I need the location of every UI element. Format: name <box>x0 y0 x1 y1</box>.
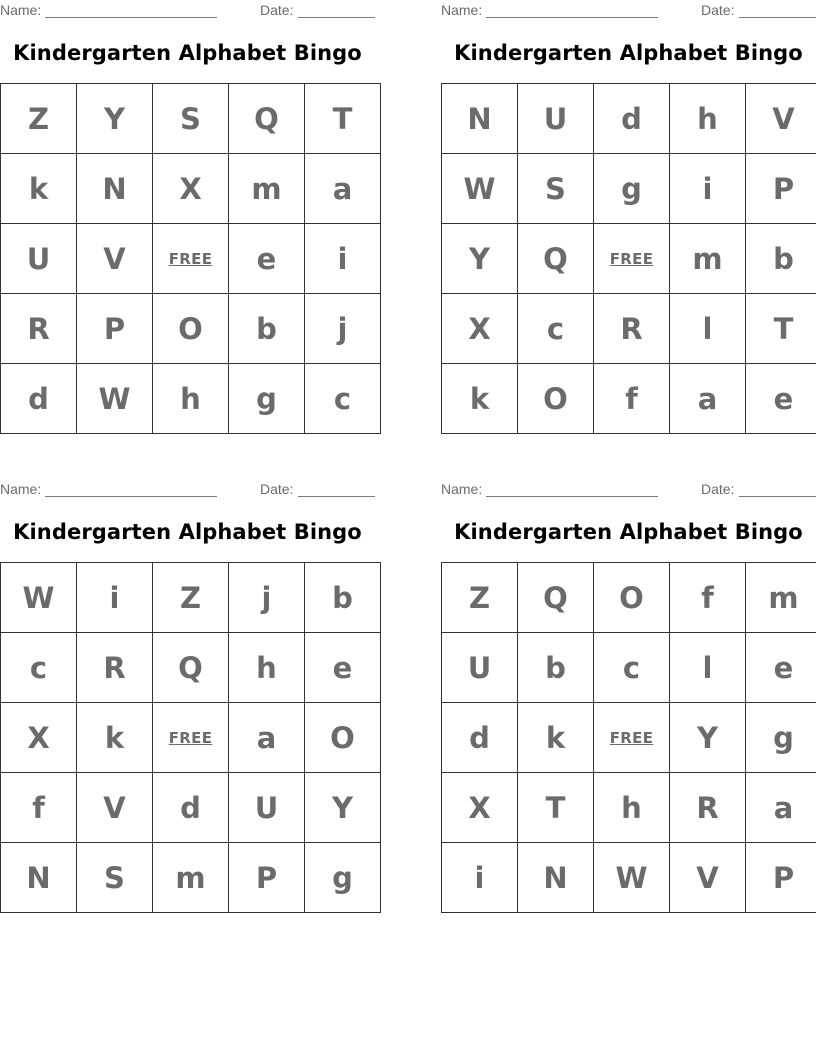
letter-cell[interactable]: R <box>77 633 153 703</box>
letter-cell[interactable]: X <box>153 154 229 224</box>
letter-cell[interactable]: d <box>1 364 77 434</box>
letter-cell[interactable]: c <box>1 633 77 703</box>
letter-cell[interactable]: h <box>229 633 305 703</box>
letter-cell[interactable]: Y <box>442 224 518 294</box>
name-label: Name: <box>0 2 42 18</box>
grid-row <box>1 633 381 703</box>
letter-cell[interactable]: d <box>442 703 518 773</box>
grid-row <box>442 843 816 913</box>
letter-cell[interactable]: S <box>153 84 229 154</box>
grid-row <box>442 294 816 364</box>
letter-cell[interactable]: O <box>305 703 381 773</box>
letter-cell[interactable]: g <box>746 703 816 773</box>
letter-cell[interactable]: m <box>670 224 746 294</box>
grid-row <box>442 84 816 154</box>
letter-cell[interactable]: h <box>670 84 746 154</box>
letter-cell[interactable]: S <box>518 154 594 224</box>
letter-cell[interactable]: S <box>77 843 153 913</box>
free-space-cell[interactable]: FREE <box>594 703 670 773</box>
letter-cell[interactable]: h <box>153 364 229 434</box>
letter-cell[interactable]: T <box>305 84 381 154</box>
letter-cell[interactable]: b <box>518 633 594 703</box>
letter-cell[interactable]: a <box>305 154 381 224</box>
date-label: Date: <box>701 2 735 18</box>
letter-cell[interactable]: f <box>594 364 670 434</box>
bingo-grid <box>0 83 381 434</box>
letter-cell[interactable]: Q <box>518 224 594 294</box>
letter-cell[interactable]: T <box>746 294 816 364</box>
letter-cell[interactable]: e <box>305 633 381 703</box>
date-blank-line[interactable] <box>298 496 375 497</box>
date-label: Date: <box>260 481 294 497</box>
letter-cell[interactable]: P <box>77 294 153 364</box>
grid-row <box>1 703 381 773</box>
grid-row <box>442 633 816 703</box>
letter-cell[interactable]: c <box>594 633 670 703</box>
bingo-card-2 <box>441 0 816 430</box>
letter-cell[interactable]: V <box>670 843 746 913</box>
letter-cell[interactable]: c <box>518 294 594 364</box>
letter-cell[interactable]: P <box>746 843 816 913</box>
letter-cell[interactable]: k <box>1 154 77 224</box>
letter-cell[interactable]: m <box>229 154 305 224</box>
date-label: Date: <box>260 2 294 18</box>
date-blank-line[interactable] <box>298 17 375 18</box>
bingo-grid <box>441 562 816 913</box>
letter-cell[interactable]: i <box>77 563 153 633</box>
bingo-card-1 <box>0 0 375 430</box>
letter-cell[interactable]: b <box>746 224 816 294</box>
letter-cell[interactable]: U <box>518 84 594 154</box>
letter-cell[interactable]: Z <box>442 563 518 633</box>
name-label: Name: <box>441 2 483 18</box>
name-label: Name: <box>441 481 483 497</box>
letter-cell[interactable]: N <box>518 843 594 913</box>
name-date-line <box>0 481 375 499</box>
letter-cell[interactable]: O <box>518 364 594 434</box>
grid-row <box>442 364 816 434</box>
letter-cell[interactable]: a <box>746 773 816 843</box>
letter-cell[interactable]: d <box>153 773 229 843</box>
letter-cell[interactable]: R <box>1 294 77 364</box>
letter-cell[interactable]: Y <box>670 703 746 773</box>
letter-cell[interactable]: W <box>77 364 153 434</box>
letter-cell[interactable]: d <box>594 84 670 154</box>
letter-cell[interactable]: e <box>229 224 305 294</box>
name-date-line <box>441 481 816 499</box>
letter-cell[interactable]: k <box>442 364 518 434</box>
letter-cell[interactable]: U <box>229 773 305 843</box>
letter-cell[interactable]: X <box>442 773 518 843</box>
letter-cell[interactable]: i <box>670 154 746 224</box>
letter-cell[interactable]: X <box>442 294 518 364</box>
letter-cell[interactable]: N <box>1 843 77 913</box>
bingo-card-3 <box>0 479 375 909</box>
letter-cell[interactable]: P <box>746 154 816 224</box>
date-label: Date: <box>701 481 735 497</box>
name-blank-line[interactable] <box>45 17 217 18</box>
letter-cell[interactable]: R <box>594 294 670 364</box>
letter-cell[interactable]: j <box>229 563 305 633</box>
letter-cell[interactable]: i <box>442 843 518 913</box>
letter-cell[interactable]: N <box>442 84 518 154</box>
name-date-line <box>0 2 375 20</box>
letter-cell[interactable]: f <box>670 563 746 633</box>
card-title: Kindergarten Alphabet Bingo <box>454 41 803 65</box>
grid-row <box>1 563 381 633</box>
letter-cell[interactable]: g <box>594 154 670 224</box>
letter-cell[interactable]: Y <box>305 773 381 843</box>
letter-cell[interactable]: W <box>594 843 670 913</box>
bingo-grid <box>441 83 816 434</box>
letter-cell[interactable]: e <box>746 364 816 434</box>
name-blank-line[interactable] <box>486 496 658 497</box>
letter-cell[interactable]: g <box>305 843 381 913</box>
grid-row <box>1 364 381 434</box>
letter-cell[interactable]: b <box>305 563 381 633</box>
letter-cell[interactable]: Z <box>153 563 229 633</box>
letter-cell[interactable]: V <box>77 773 153 843</box>
letter-cell[interactable]: i <box>305 224 381 294</box>
name-blank-line[interactable] <box>45 496 217 497</box>
letter-cell[interactable]: c <box>305 364 381 434</box>
letter-cell[interactable]: l <box>670 294 746 364</box>
letter-cell[interactable]: Q <box>229 84 305 154</box>
letter-cell[interactable]: h <box>594 773 670 843</box>
name-blank-line[interactable] <box>486 17 658 18</box>
letter-cell[interactable]: N <box>77 154 153 224</box>
grid-row <box>442 563 816 633</box>
letter-cell[interactable]: V <box>77 224 153 294</box>
letter-cell[interactable]: U <box>1 224 77 294</box>
letter-cell[interactable]: k <box>77 703 153 773</box>
letter-cell[interactable]: k <box>518 703 594 773</box>
letter-cell[interactable]: W <box>442 154 518 224</box>
letter-cell[interactable]: Q <box>518 563 594 633</box>
grid-row <box>1 843 381 913</box>
letter-cell[interactable]: a <box>670 364 746 434</box>
letter-cell[interactable]: Q <box>153 633 229 703</box>
date-blank-line[interactable] <box>739 496 816 497</box>
card-title: Kindergarten Alphabet Bingo <box>13 41 362 65</box>
free-space-cell[interactable]: FREE <box>153 703 229 773</box>
letter-cell[interactable]: O <box>153 294 229 364</box>
free-space-cell[interactable]: FREE <box>594 224 670 294</box>
letter-cell[interactable]: X <box>1 703 77 773</box>
free-space-cell[interactable]: FREE <box>153 224 229 294</box>
grid-row <box>442 224 816 294</box>
grid-row <box>442 703 816 773</box>
letter-cell[interactable]: R <box>670 773 746 843</box>
bingo-grid <box>0 562 381 913</box>
bingo-card-4 <box>441 479 816 909</box>
letter-cell[interactable]: W <box>1 563 77 633</box>
grid-row <box>1 773 381 843</box>
letter-cell[interactable]: T <box>518 773 594 843</box>
letter-cell[interactable]: j <box>305 294 381 364</box>
letter-cell[interactable]: U <box>442 633 518 703</box>
name-label: Name: <box>0 481 42 497</box>
letter-cell[interactable]: a <box>229 703 305 773</box>
letter-cell[interactable]: P <box>229 843 305 913</box>
grid-row <box>1 154 381 224</box>
letter-cell[interactable]: b <box>229 294 305 364</box>
letter-cell[interactable]: V <box>746 84 816 154</box>
grid-row <box>442 773 816 843</box>
letter-cell[interactable]: e <box>746 633 816 703</box>
letter-cell[interactable]: g <box>229 364 305 434</box>
name-date-line <box>441 2 816 20</box>
letter-cell[interactable]: l <box>670 633 746 703</box>
grid-row <box>1 84 381 154</box>
letter-cell[interactable]: Y <box>77 84 153 154</box>
card-title: Kindergarten Alphabet Bingo <box>454 520 803 544</box>
letter-cell[interactable]: m <box>746 563 816 633</box>
grid-row <box>442 154 816 224</box>
card-title: Kindergarten Alphabet Bingo <box>13 520 362 544</box>
letter-cell[interactable]: m <box>153 843 229 913</box>
grid-row <box>1 294 381 364</box>
date-blank-line[interactable] <box>739 17 816 18</box>
letter-cell[interactable]: f <box>1 773 77 843</box>
grid-row <box>1 224 381 294</box>
letter-cell[interactable]: O <box>594 563 670 633</box>
letter-cell[interactable]: Z <box>1 84 77 154</box>
